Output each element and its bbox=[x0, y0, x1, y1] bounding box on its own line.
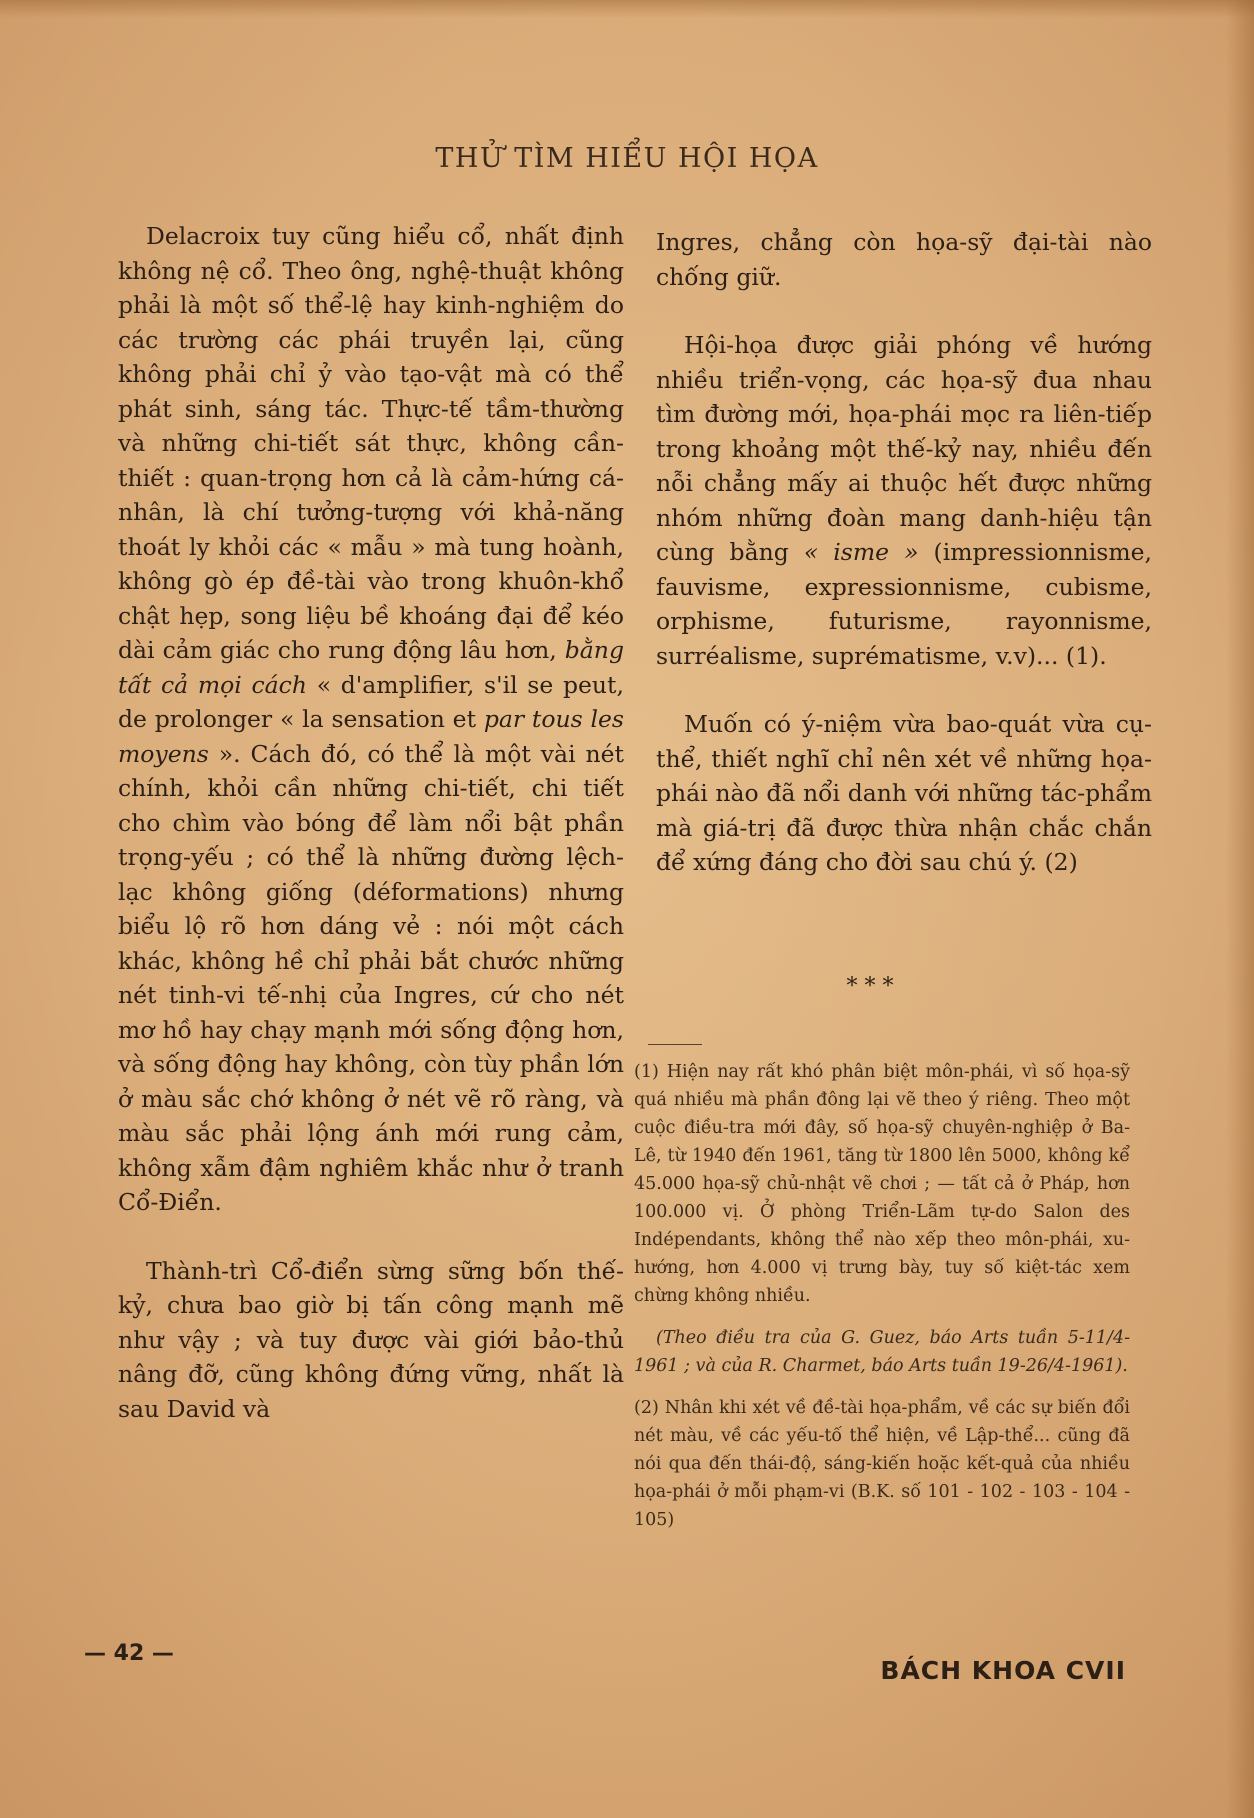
journal-name: BÁCH KHOA CVII bbox=[880, 1656, 1126, 1685]
paper-edge-right bbox=[1226, 0, 1254, 1818]
footnote-1: (1) Hiện nay rất khó phân biệt môn-phái, vì số họa-sỹ quá nhiều mà phần đông lại vẽ theo ý riêng. Theo một cuộc điều-tra mới đây, số họa-sỹ chuyên-nghiệp ở Ba-Lê, từ 1940 đến 1961, tăng từ 1800 lên 5000, không kể 45.000 họa-sỹ chủ-nhật vẽ chơi ; — tất cả ở Pháp, hơn 100.000 vị. Ở phòng Triển-Lãm tự-do Salon des Indépendants, không thể nào xếp theo môn-phái, xu-hướng, hơn 4.000 vị trưng bày, tuy số kiệt-tác xem chừng không nhiều. bbox=[634, 1062, 1130, 1306]
footnote-2: (2) Nhân khi xét về đề-tài họa-phẩm, về các sự biến đổi nét màu, về các yếu-tố thể hiện, về Lập-thể... cũng đã nói qua đến thái-độ, sáng-kiến hoặc kết-quả của nhiều họa-phái ở mỗi phạm-vi (B.K. số 101 - 102 - 103 - 104 - 105) bbox=[634, 1398, 1130, 1530]
right-paragraph-3: Muốn có ý-niệm vừa bao-quát vừa cụ-thể, thiết nghĩ chỉ nên xét về những họa-phái nào đã nổi danh với những tác-phẩm mà giá-trị đã được thừa nhận chắc chắn để xứng đáng cho đời sau chú ý. (2) bbox=[656, 710, 1152, 876]
left-p1-text-a: Delacroix tuy cũng hiểu cổ, nhất định không nệ cổ. Theo ông, nghệ-thuật không phải là một số thể-lệ hay kinh-nghiệm do các trường các phái truyền lại, cũng không phải chỉ ỷ vào tạo-vật mà có thể phát sinh, sáng tác. Thực-tế tầm-thường và những chi-tiết sát thực, không cần-thiết : quan-trọng hơn cả là cảm-hứng cá-nhân, là chí tưởng-tượng với khả-năng thoát ly khỏi các « mẫu » mà tung hoành, không gò ép đề-tài vào trong khuôn-khổ chật hẹp, song liệu bề khoáng đại để kéo dài cảm giác cho rung động lâu hơn, bbox=[118, 222, 624, 664]
left-p1-italic-2: par tous les moyens bbox=[118, 705, 624, 768]
right-paragraph-1: Ingres, chẳng còn họa-sỹ đại-tài nào chống giữ. bbox=[656, 228, 1152, 291]
footnotes bbox=[634, 1058, 1130, 1534]
footnote-rule bbox=[648, 1044, 702, 1045]
right-p2-text-a: Hội-họa được giải phóng về hướng nhiều triển-vọng, các họa-sỹ đua nhau tìm đường mới, họa-phái mọc ra liên-tiếp trong khoảng một thế-kỷ nay, nhiều đến nỗi chẳng mấy ai thuộc hết được những nhóm những đoàn mang danh-hiệu tận cùng bằng bbox=[656, 331, 1152, 566]
page-number: — 42 — bbox=[84, 1641, 174, 1666]
right-column bbox=[656, 225, 1152, 880]
footnote-1-reference bbox=[634, 1324, 1130, 1380]
left-paragraph-1 bbox=[118, 219, 624, 1220]
article-title: THỬ TÌM HIỂU HỘI HỌA bbox=[435, 143, 819, 174]
footnote-1-reference-text: (Theo điều tra của G. Guez, báo Arts tuần 5-11/4-1961 ; và của R. Charmet, báo Arts tuần 19-26/4-1961). bbox=[634, 1328, 1130, 1376]
paper-edge-top bbox=[0, 0, 1254, 18]
left-p1-text-c: ». Cách đó, có thể là một vài nét chính, khỏi cần những chi-tiết, chi tiết cho chìm vào bóng để làm nổi bật phần trọng-yếu ; có thể là những đường lệch-lạc không giống (déformations) nhưng biểu lộ rõ hơn dáng vẻ : nói một cách khác, không hề chỉ phải bắt chước những nét tinh-vi tế-nhị của Ingres, cứ cho nét mơ hồ hay chạy mạnh mới sống động hơn, và sống động hay không, còn tùy phần lớn ở màu sắc chớ không ở nét vẽ rõ ràng, và màu sắc phải lộng ánh mới rung cảm, không xẫm đậm nghiêm khắc như ở tranh Cổ-Điển. bbox=[118, 739, 624, 1216]
left-p1-text-b: « d'amplifier, s'il se peut, de prolonger « la sensation et bbox=[118, 670, 624, 733]
left-column bbox=[118, 219, 624, 1426]
right-p2-italic: « isme » bbox=[803, 538, 919, 566]
left-paragraph-2: Thành-trì Cổ-điển sừng sững bốn thế-kỷ, chưa bao giờ bị tấn công mạnh mẽ như vậy ; và tuy được vài giới bảo-thủ nâng đỡ, cũng không đứng vững, nhất là sau David và bbox=[118, 1256, 624, 1423]
left-p1-italic-1: bằng tất cả mọi cách bbox=[118, 636, 624, 699]
right-p2-text-b: (impressionnisme, fauvisme, expressionnisme, cubisme, orphisme, futurisme, rayonnisme, surréalisme, suprématisme, v.v)... (1). bbox=[656, 538, 1152, 670]
section-separator: * * * bbox=[846, 974, 894, 999]
right-paragraph-2 bbox=[656, 328, 1152, 673]
